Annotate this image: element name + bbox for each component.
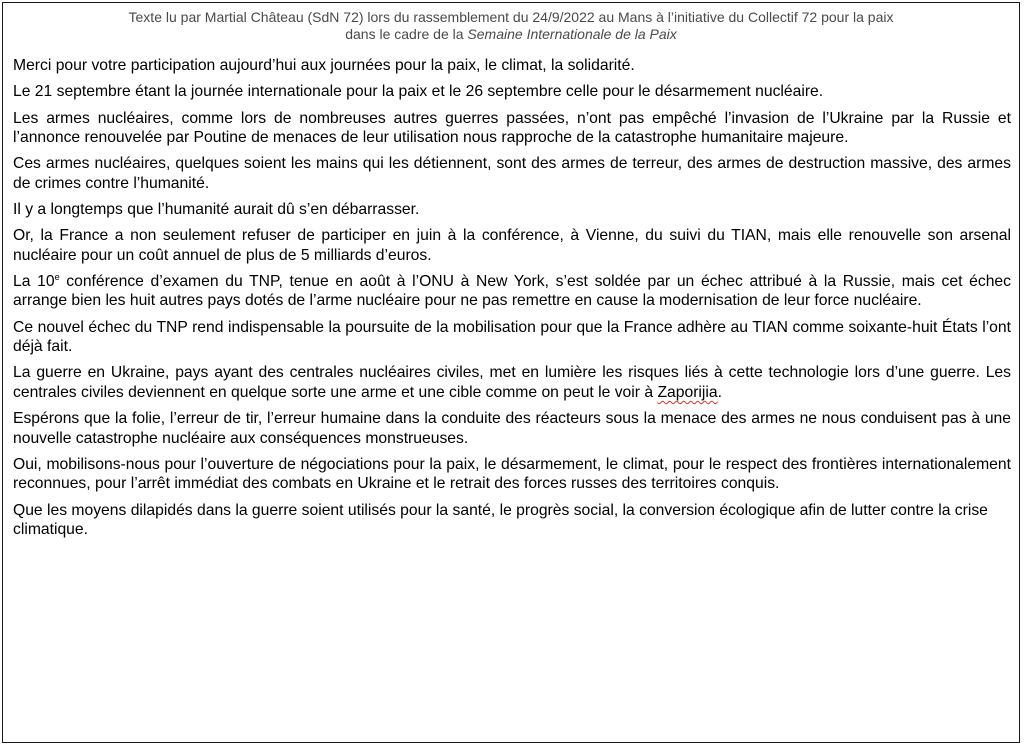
misspelled-word[interactable]: Zaporijia <box>657 383 718 401</box>
paragraph-6: Or, la France a non seulement refuser de participer en juin à la conférence, à Vienne, du suivi du TIAN, mais elle renouvelle son arsenal nucléaire pour un coût annuel de plus de 5 milliards d’euros. <box>13 227 1011 264</box>
header-line-1: Texte lu par Martial Château (SdN 72) lors du rassemblement du 24/9/2022 au Mans à l’initiative du Collectif 72 pour la paix <box>128 9 894 25</box>
header-line-2 <box>3 26 1019 43</box>
paragraph-8: Ce nouvel échec du TNP rend indispensable la poursuite de la mobilisation pour que la France adhère au TIAN comme soixante-huit États l’ont déjà fait. <box>13 318 1011 356</box>
document-body <box>3 56 1019 539</box>
paragraph-7-start: La 10 <box>13 273 55 290</box>
paragraph-7-rest: conférence d’examen du TNP, tenue en août à l’ONU à New York, s’est soldée par un échec attribué à la Russie, mais cet échec arrange bien les huit autres pays dotés de l’arme nucléaire pour ne pas remettre en cause la modernisation de leur force nucléaire. <box>13 273 1011 310</box>
paragraph-9-text: La guerre en Ukraine, pays ayant des centrales nucléaires civiles, met en lumière les risques liés à cette technologie lors d’une guerre. Les centrales civiles deviennent en quelque sorte une arme et une cible comme on peut le voir à <box>13 364 1011 401</box>
paragraph-2: Le 21 septembre étant la journée internationale pour la paix et le 26 septembre celle pour le désarmement nucléaire. <box>13 83 824 101</box>
header-line-2-italic: Semaine Internationale de la Paix <box>467 26 677 42</box>
paragraph-5: Il y a longtemps que l’humanité aurait dû s’en débarrasser. <box>13 201 420 218</box>
ordinal-superscript: e <box>54 271 60 282</box>
document-frame <box>2 2 1020 743</box>
paragraph-4: Ces armes nucléaires, quelques soient les mains qui les détiennent, sont des armes de terreur, des armes de destruction massive, des armes de crimes contre l’humanité. <box>13 155 1011 192</box>
paragraph-12: Que les moyens dilapidés dans la guerre soient utilisés pour la santé, le progrès social, la conversion écologique afin de lutter contre la crise climatique. <box>13 501 988 538</box>
paragraph-11: Oui, mobilisons-nous pour l’ouverture de négociations pour la paix, le désarmement, le climat, pour le respect des frontières internationalement reconnues, pour l’arrêt immédiat des combats en Ukraine et le retrait des forces russes des territoires conquis. <box>13 455 1011 493</box>
paragraph-7 <box>13 272 1011 311</box>
paragraph-1: Merci pour votre participation aujourd’hui aux journées pour la paix, le climat, la solidarité. <box>13 57 635 74</box>
paragraph-10: Espérons que la folie, l’erreur de tir, l’erreur humaine dans la conduite des réacteurs sous la menace des armes ne nous conduisent pas à une nouvelle catastrophe nucléaire aux conséquences monstrueuses. <box>13 410 1011 447</box>
paragraph-9-end: . <box>717 383 722 401</box>
paragraph-9 <box>13 363 1011 402</box>
document-header <box>3 3 1019 43</box>
header-line-2-text: dans le cadre de la <box>345 26 468 42</box>
paragraph-3: Les armes nucléaires, comme lors de nombreuses autres guerres passées, n’ont pas empêché l’invasion de l’Ukraine par la Russie et l’annonce renouvelée par Poutine de menaces de leur utilisation nous rapproche de la catastrophe humanitaire majeure. <box>13 109 1011 146</box>
